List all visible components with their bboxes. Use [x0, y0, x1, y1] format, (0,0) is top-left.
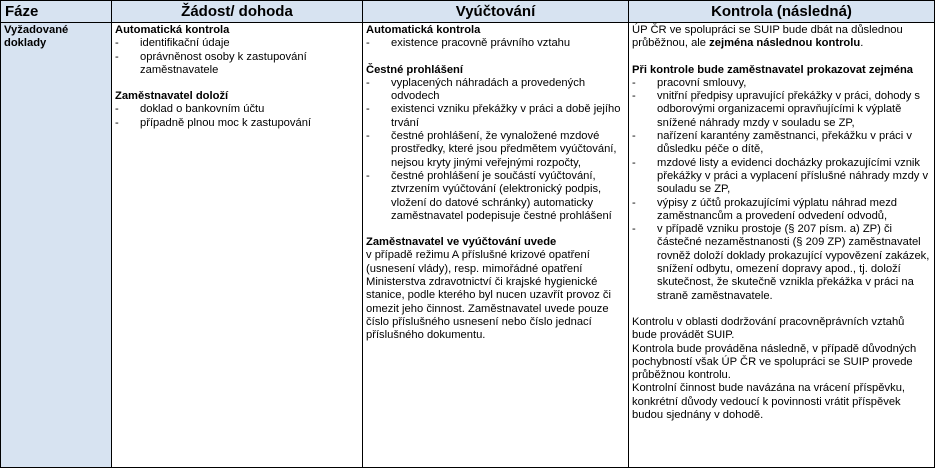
list-item: - výpisy z účtů prokazujícími výplatu náhrad mezd zaměstnancům a provedení odvedení odvodů, [632, 197, 931, 224]
vyuctovani-uvede-text: v případě režimu A příslušné krizové opatření (usnesení vlády), resp. mimořádné opatření Ministerstva zdravotnictví či krajské hygienické stanice, podle kterého byl nucen uzavřít provoz či omezit jeho činnost. Zaměstnavatel uvede pouze číslo příslušného usnesení nebo číslo jednací příslušného dokumentu. [366, 249, 612, 342]
zadost-employer-list [115, 103, 359, 130]
kontrola-cell [629, 23, 935, 468]
list-item: - vyplacených náhradách a provedených odvodech [366, 77, 625, 104]
list-item: - oprávněnost osoby k zastupování zaměstnavatele [115, 51, 359, 78]
header-kontrola: Kontrola (následná) [629, 1, 935, 23]
phase-label: Vyžadované doklady [1, 23, 112, 468]
list-item: - mzdové listy a evidenci docházky prokazujícími vznik překážky v práci a vyplacení příslušné náhrady mzdy v souladu se ZP, [632, 157, 931, 197]
list-item: - vnitřní předpisy upravující překážky v práci, dohody s odborovými organizacemi opravňujícími k výplatě snížené náhrady mzdy v souladu se ZP, [632, 90, 931, 130]
vyuctovani-cestne-title: Čestné prohlášení [366, 63, 463, 76]
vyuctovani-uvede-title: Zaměstnavatel ve vyúčtování uvede [366, 236, 557, 249]
kontrola-intro-emphasis: zejména následnou kontrolu [709, 37, 861, 50]
zadost-auto-list [115, 37, 359, 77]
vyuctovani-auto-title: Automatická kontrola [366, 24, 481, 36]
header-row [1, 1, 935, 23]
kontrola-intro [632, 24, 931, 51]
list-item: - čestné prohlášení, že vynaložené mzdové prostředky, které jsou předmětem vyúčtování, nejsou kryty jinými veřejnými rozpočty, [366, 130, 625, 170]
kontrola-list [632, 77, 931, 303]
header-zadost: Žádost/ dohoda [112, 1, 363, 23]
vyuctovani-auto-list [366, 37, 625, 50]
documents-row [1, 23, 935, 468]
list-item: - existenci vzniku překážky v práci a době jejího trvání [366, 103, 625, 130]
zadost-auto-title: Automatická kontrola [115, 24, 230, 36]
kontrola-prokazovat-title: Při kontrole bude zaměstnavatel prokazovat zejména [632, 63, 914, 76]
list-item: - nařízení karantény zaměstnanci, překážku v práci v důsledku péče o dítě, [632, 130, 931, 157]
vyuctovani-cell [363, 23, 629, 468]
list-item: - pracovní smlouvy, [632, 77, 931, 90]
list-item: - doklad o bankovním účtu [115, 103, 359, 116]
list-item: - existence pracovně právního vztahu [366, 37, 625, 50]
kontrola-para-3: Kontrolní činnost bude navázána na vrácení příspěvku, konkrétní důvody vedoucí k povinnosti vrátit příspěvek budou sjednány v dohodě. [632, 382, 906, 422]
zadost-employer-title: Zaměstnavatel doloží [115, 90, 229, 103]
kontrola-para-1: Kontrolu v oblasti dodržování pracovněprávních vztahů bude provádět SUIP. [632, 315, 905, 342]
list-item: - identifikační údaje [115, 37, 359, 50]
list-item: - v případě vzniku prostoje (§ 207 písm. a) ZP) či částečné nezaměstnanosti (§ 209 ZP) zaměstnavatel rovněž doloží doklady prokazující vypovězení zakázek, snížení odbytu, omezení dopravy apod., tj. doloží skutečnost, že skutečně vznikla překážka v práci na straně zaměstnavatele. [632, 223, 931, 303]
kontrola-para-2: Kontrola bude prováděna následně, v případě důvodných pochybností však ÚP ČR ve spolupráci se SUIP provede průběžnou kontrolu. [632, 342, 917, 382]
vyuctovani-cestne-list [366, 77, 625, 223]
zadost-cell [112, 23, 363, 468]
list-item: - případně plnou moc k zastupování [115, 117, 359, 130]
kontrola-intro-end: . [860, 37, 864, 50]
kontrola-intro-text: ÚP ČR ve spolupráci se SUIP bude dbát na důslednou průběžnou, ale [632, 24, 903, 50]
list-item: - čestné prohlášení je součástí vyúčtování, ztvrzením vyúčtování (elektronický podpis, vložení do datové schránky) automaticky zaměstnavatel podepisuje čestné prohlášení [366, 170, 625, 223]
header-vyuctovani: Vyúčtování [363, 1, 629, 23]
header-faze: Fáze [1, 1, 112, 23]
